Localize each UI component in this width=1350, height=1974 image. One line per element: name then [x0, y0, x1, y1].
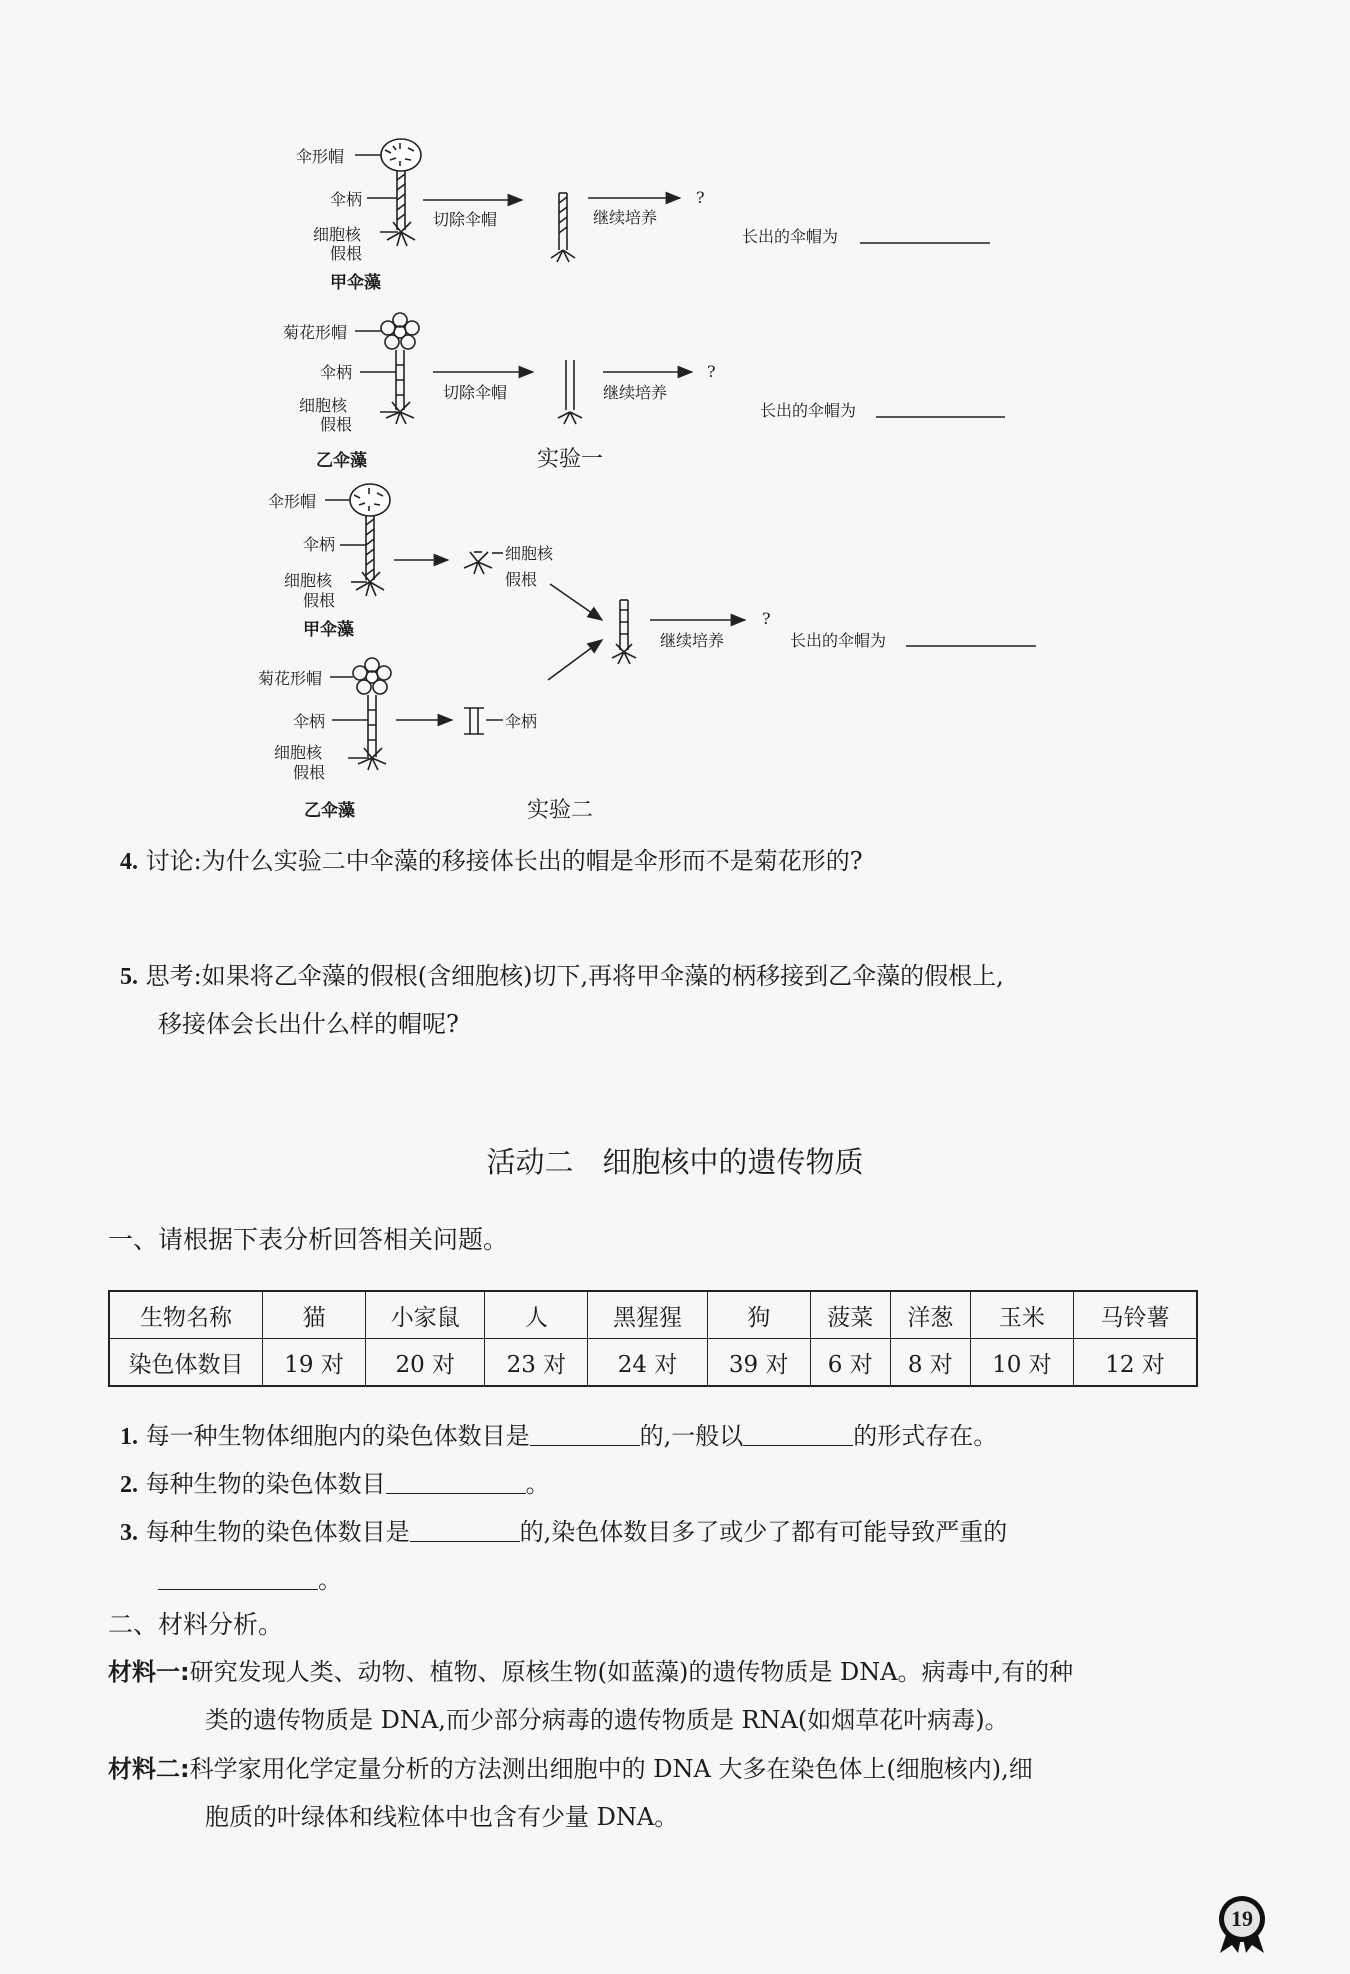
question-number: 5.	[120, 964, 138, 990]
table-cell: 黑猩猩	[588, 1291, 707, 1339]
item-3	[120, 1506, 1007, 1559]
part1-heading: 一、请根据下表分析回答相关问题。	[108, 1225, 509, 1254]
item-number: 3.	[120, 1520, 138, 1546]
material-1	[108, 1648, 1073, 1696]
label-stalk-row2: 伞柄	[320, 363, 353, 382]
table-cell: 马铃薯	[1074, 1291, 1198, 1339]
label-stalk-row1: 伞柄	[330, 190, 363, 209]
table-cell: 20 对	[366, 1339, 485, 1387]
material-2-line1: 科学家用化学定量分析的方法测出细胞中的 DNA 大多在染色体上(细胞核内),细	[189, 1755, 1033, 1783]
table-cell: 12 对	[1074, 1339, 1198, 1387]
label-stalk-row4: 伞柄	[293, 712, 326, 731]
table-cell: 人	[485, 1291, 588, 1339]
table-cell: 19 对	[263, 1339, 366, 1387]
label-cap-row2: 菊花形帽	[283, 323, 348, 342]
item-text: 每种生物的染色体数目是	[145, 1518, 410, 1546]
page-number: 19	[1231, 1906, 1253, 1931]
label-grow-row3: 继续培养	[660, 631, 725, 650]
label-rhizoid-row2: 假根	[320, 415, 353, 434]
table-cell: 洋葱	[890, 1291, 970, 1339]
question-text: 思考:如果将乙伞藻的假根(含细胞核)切下,再将甲伞藻的柄移接到乙伞藻的假根上,	[145, 962, 1004, 990]
caption-experiment-1: 实验一	[537, 447, 604, 472]
item-text: 每一种生物体细胞内的染色体数目是	[145, 1422, 530, 1450]
label-name-row2: 乙伞藻	[316, 451, 367, 471]
label-cut-row2: 切除伞帽	[443, 383, 508, 402]
answer-blank[interactable]	[743, 1421, 853, 1446]
label-result-row1: 长出的伞帽为	[742, 227, 839, 246]
item-number: 1.	[120, 1424, 138, 1450]
table-cell: 39 对	[707, 1339, 810, 1387]
label-nucleus-row4: 细胞核	[274, 743, 323, 762]
question-number: 4.	[120, 849, 138, 875]
label-question-row2: ?	[707, 362, 716, 381]
table-cell: 生物名称	[109, 1291, 263, 1339]
table-cell: 玉米	[970, 1291, 1073, 1339]
table-cell: 24 对	[588, 1339, 707, 1387]
alga-b-daisy-row2	[355, 313, 419, 424]
chromosome-table	[108, 1290, 1198, 1387]
table-cell: 菠菜	[810, 1291, 890, 1339]
table-cell: 8 对	[890, 1339, 970, 1387]
item-text: 。	[318, 1566, 342, 1594]
item-text: 的,一般以	[639, 1422, 744, 1450]
item-text: 的形式存在。	[853, 1422, 998, 1450]
answer-blank[interactable]	[386, 1469, 526, 1494]
label-rhizoid-row3: 假根	[303, 591, 336, 610]
label-cut-row1: 切除伞帽	[433, 210, 498, 229]
table-cell: 23 对	[485, 1339, 588, 1387]
table-cell: 染色体数目	[109, 1339, 263, 1387]
question-4	[120, 835, 863, 888]
question-5-continued: 移接体会长出什么样的帽呢?	[158, 1010, 459, 1038]
item-1	[120, 1410, 997, 1463]
material-1-line1: 研究发现人类、动物、植物、原核生物(如蓝藻)的遗传物质是 DNA。病毒中,有的种	[189, 1658, 1074, 1686]
page-number-badge	[1212, 1895, 1272, 1955]
graft-body	[612, 600, 636, 664]
item-text: 的,染色体数目多了或少了都有可能导致严重的	[519, 1518, 1008, 1546]
table-row	[109, 1339, 1197, 1387]
table-cell: 狗	[707, 1291, 810, 1339]
item-number: 2.	[120, 1472, 138, 1498]
table-cell: 猫	[263, 1291, 366, 1339]
label-name-row3: 甲伞藻	[303, 620, 354, 640]
label-part-nucleus: 细胞核	[505, 544, 554, 563]
material-2	[108, 1745, 1033, 1793]
label-nucleus-row2: 细胞核	[299, 396, 348, 415]
acetabularia-experiment-diagram	[0, 0, 1350, 840]
item-text: 。	[525, 1470, 550, 1498]
label-cap-row1: 伞形帽	[296, 147, 345, 166]
table-cell: 10 对	[970, 1339, 1073, 1387]
label-result-row2: 长出的伞帽为	[760, 401, 857, 420]
label-question-row1: ?	[696, 188, 705, 207]
label-grow-row1: 继续培养	[593, 208, 658, 227]
material-2-line2: 胞质的叶绿体和线粒体中也含有少量 DNA。	[205, 1803, 679, 1831]
label-name-row1: 甲伞藻	[330, 273, 381, 293]
label-part-rhizoid: 假根	[505, 570, 538, 589]
answer-blank[interactable]	[410, 1517, 520, 1542]
item-2	[120, 1458, 550, 1511]
question-5	[120, 950, 1004, 1003]
label-rhizoid-row1: 假根	[330, 244, 363, 263]
material-1-tag: 材料一:	[108, 1658, 190, 1686]
alga-a-umbrella-row1	[355, 139, 421, 246]
rhizoid-part	[464, 552, 503, 574]
label-nucleus-row1: 细胞核	[313, 225, 362, 244]
label-result-row3: 长出的伞帽为	[790, 631, 887, 650]
item-3-continued	[158, 1554, 342, 1606]
label-name-row4: 乙伞藻	[304, 801, 355, 821]
label-grow-row2: 继续培养	[603, 383, 668, 402]
label-part-stalk: 伞柄	[505, 712, 538, 731]
activity-title: 活动二 细胞核中的遗传物质	[486, 1145, 864, 1179]
table-cell: 小家鼠	[366, 1291, 485, 1339]
label-cap-row4: 菊花形帽	[258, 669, 323, 688]
label-rhizoid-row4: 假根	[293, 763, 326, 782]
table-header-row	[109, 1291, 1197, 1339]
cut-stalk-row1	[551, 193, 575, 262]
question-text: 讨论:为什么实验二中伞藻的移接体长出的帽是伞形而不是菊花形的?	[145, 847, 863, 875]
material-1-line2: 类的遗传物质是 DNA,而少部分病毒的遗传物质是 RNA(如烟草花叶病毒)。	[205, 1706, 1009, 1734]
label-cap-row3: 伞形帽	[268, 492, 317, 511]
answer-blank[interactable]	[530, 1421, 640, 1446]
label-nucleus-row3: 细胞核	[284, 571, 333, 590]
alga-b-daisy-row4	[330, 658, 391, 770]
stalk-part	[464, 708, 503, 734]
answer-blank[interactable]	[158, 1565, 318, 1590]
table-cell: 6 对	[810, 1339, 890, 1387]
part2-heading: 二、材料分析。	[108, 1610, 284, 1639]
label-question-row3: ?	[762, 609, 771, 628]
caption-experiment-2: 实验二	[527, 798, 594, 823]
label-stalk-row3: 伞柄	[303, 535, 336, 554]
item-text: 每种生物的染色体数目	[145, 1470, 386, 1498]
material-2-tag: 材料二:	[108, 1755, 190, 1783]
cut-stalk-row2	[558, 360, 582, 424]
